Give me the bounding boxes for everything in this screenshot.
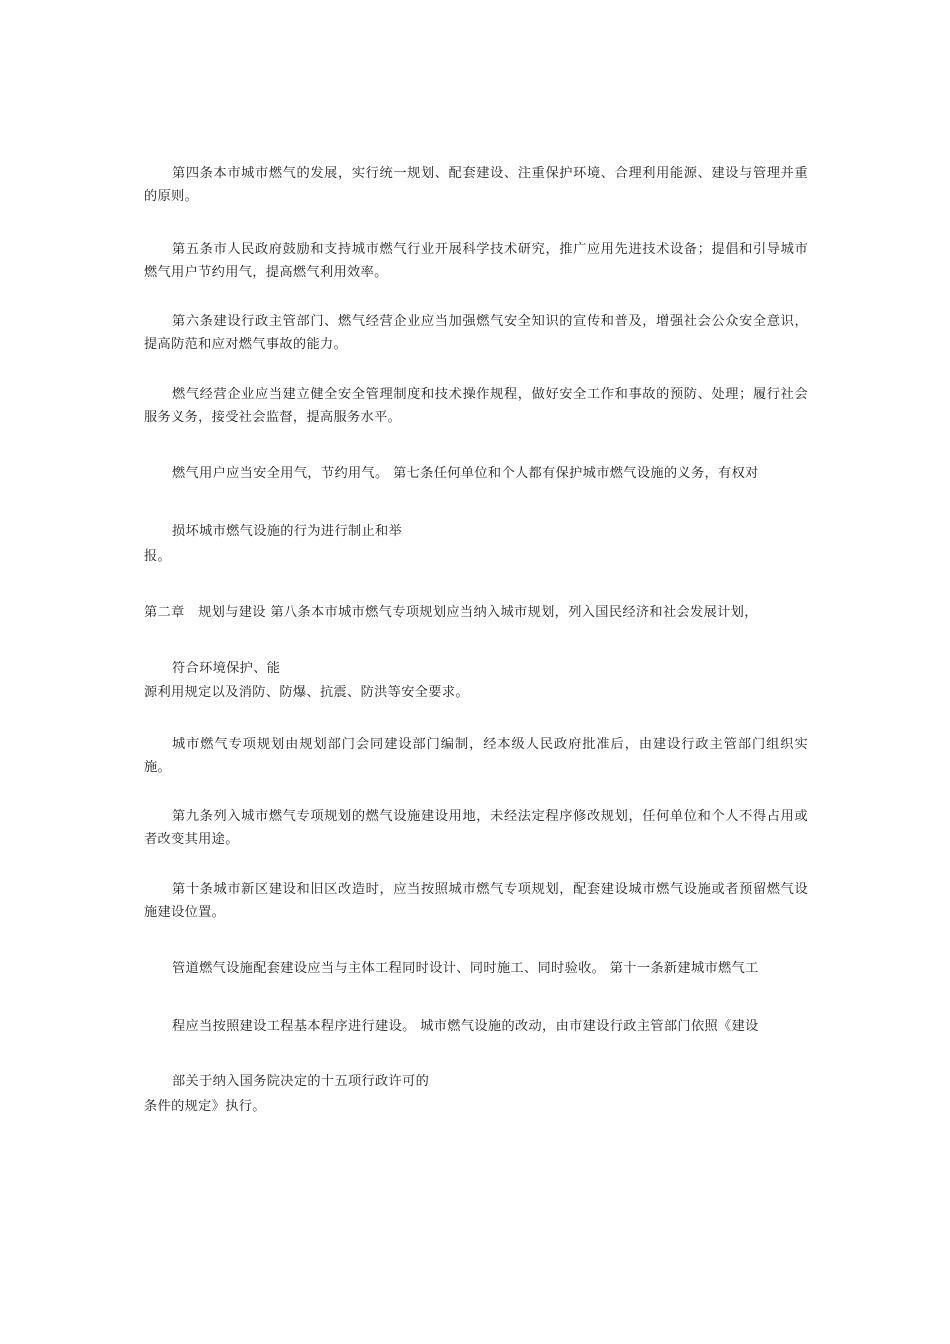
article-6-paragraph: 第六条建设行政主管部门、燃气经营企业应当加强燃气安全知识的宣传和普及，增强社会公众安全意识，提高防范和应对燃气事故的能力。 — [144, 314, 808, 352]
article-9-paragraph: 第九条列入城市燃气专项规划的燃气设施建设用地，未经法定程序修改规划，任何单位和个人不得占用或者改变其用途。 — [144, 809, 808, 847]
environment-line-2: 源利用规定以及消防、防爆、抗震、防洪等安全要求。 — [144, 685, 469, 700]
environment-line-1: 符合环境保护、能 — [172, 661, 281, 676]
procedure-line: 程应当按照建设工程基本程序进行建设。 城市燃气设施的改动，由市建设行政主管部门依照《建设 — [172, 1019, 759, 1034]
operator-safety-paragraph: 燃气经营企业应当建立健全安全管理制度和技术操作规程，做好安全工作和事故的预防、处理；履行社会服务义务，接受社会监督，提高服务水平。 — [144, 387, 808, 425]
damage-report-line-2: 报。 — [144, 549, 172, 564]
article-10-paragraph: 第十条城市新区建设和旧区改造时，应当按照城市燃气专项规划，配套建设城市燃气设施或者预留燃气设施建设位置。 — [144, 882, 808, 920]
chapter-2-heading-line: 第二章 规划与建设 第八条本市城市燃气专项规划应当纳入城市规划，列入国民经济和社会发展计划， — [144, 605, 758, 620]
ministry-line-2: 条件的规定》执行。 — [144, 1099, 266, 1114]
user-gas-line: 燃气用户应当安全用气，节约用气。 第七条任何单位和个人都有保护城市燃气设施的义务，有权对 — [172, 466, 759, 481]
article-4-paragraph: 第四条本市城市燃气的发展，实行统一规划、配套建设、注重保护环境、合理利用能源、建设与管理并重的原则。 — [144, 166, 808, 204]
damage-report-line-1: 损坏城市燃气设施的行为进行制止和举 — [172, 524, 403, 539]
article-5-paragraph: 第五条市人民政府鼓励和支持城市燃气行业开展科学技术研究，推广应用先进技术设备；提倡和引导城市燃气用户节约用气，提高燃气利用效率。 — [144, 242, 808, 280]
special-plan-paragraph: 城市燃气专项规划由规划部门会同建设部门编制，经本级人民政府批准后，由建设行政主管部门组织实施。 — [144, 737, 808, 775]
pipeline-line: 管道燃气设施配套建设应当与主体工程同时设计、同时施工、同时验收。 第十一条新建城市燃气工 — [172, 961, 759, 976]
ministry-line-1: 部关于纳入国务院决定的十五项行政许可的 — [172, 1074, 430, 1089]
